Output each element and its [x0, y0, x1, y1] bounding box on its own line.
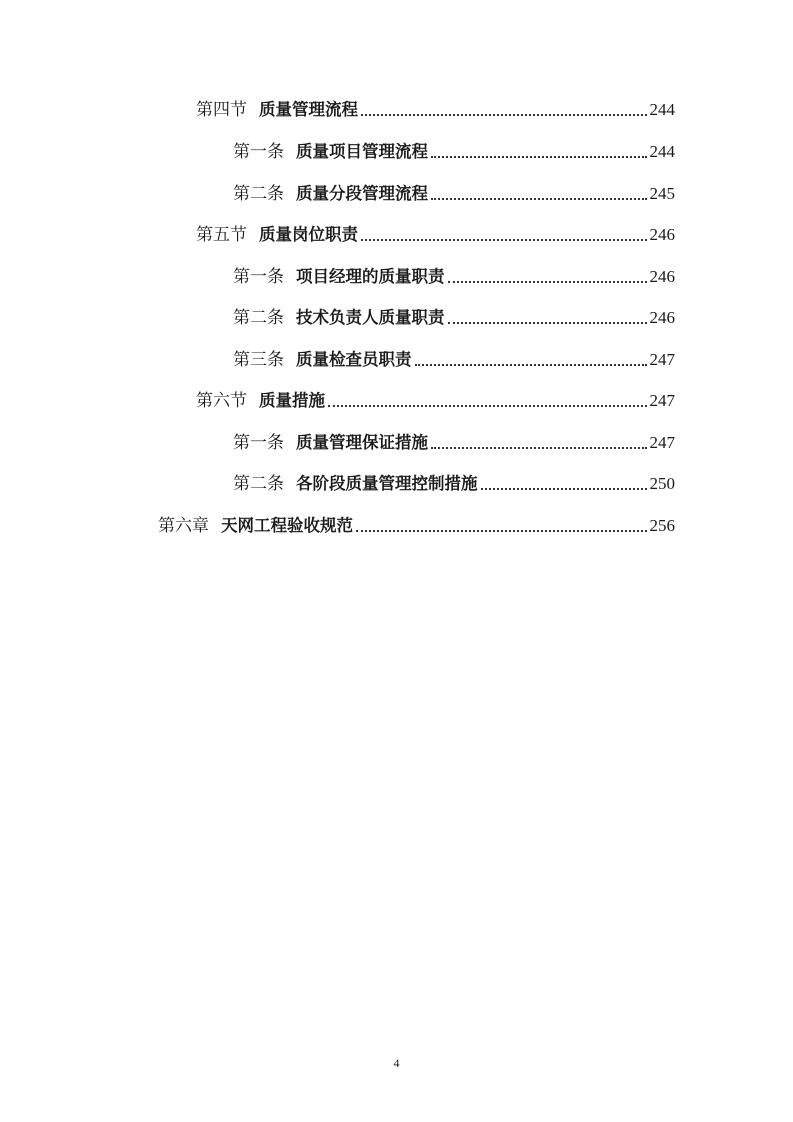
- toc-entry[interactable]: [233, 138, 675, 162]
- toc-leader-dots: [356, 529, 647, 532]
- toc-leader-dots: [361, 238, 647, 241]
- toc-entry-title: 质量管理流程: [259, 100, 358, 119]
- toc-leader-dots: [448, 280, 647, 283]
- toc-entry[interactable]: [196, 387, 675, 411]
- toc-entry-number: 第一条: [233, 267, 284, 287]
- toc-entry-number: 第二条: [233, 474, 284, 494]
- toc-entry[interactable]: [233, 470, 675, 494]
- toc-entry[interactable]: [233, 180, 675, 204]
- toc-leader-dots: [481, 487, 647, 490]
- toc-entry[interactable]: [233, 429, 675, 453]
- toc-entry-page: 247: [649, 433, 675, 452]
- toc-entry-page: 250: [649, 474, 675, 493]
- toc-entry[interactable]: [196, 221, 675, 245]
- toc-leader-dots: [431, 155, 647, 158]
- toc-entry-number: 第一条: [233, 142, 284, 162]
- toc-entry-page: 244: [649, 100, 675, 119]
- toc-entry-number: 第五节: [196, 225, 247, 245]
- toc-entry-number: 第六节: [196, 391, 247, 411]
- toc-entry-title: 项目经理的质量职责: [296, 267, 445, 286]
- toc-entry-page: 244: [649, 142, 675, 161]
- toc-entry-number: 第六章: [158, 516, 209, 536]
- toc-leader-dots: [448, 321, 647, 324]
- toc-leader-dots: [415, 363, 647, 366]
- toc-entry-page: 256: [649, 516, 675, 535]
- toc-entry[interactable]: [196, 96, 675, 120]
- toc-entry-number: 第四节: [196, 100, 247, 120]
- toc-entry-page: 246: [649, 267, 675, 286]
- toc-entry-title: 质量岗位职责: [259, 225, 358, 244]
- toc-entry-title: 质量项目管理流程: [296, 142, 428, 161]
- toc-entry-page: 246: [649, 225, 675, 244]
- toc-entry-number: 第一条: [233, 433, 284, 453]
- toc-leader-dots: [431, 446, 647, 449]
- toc-entry-number: 第二条: [233, 308, 284, 328]
- toc-entry-title: 各阶段质量管理控制措施: [296, 474, 478, 493]
- toc-entry-page: 246: [649, 308, 675, 327]
- toc-leader-dots: [361, 113, 647, 116]
- toc-entry-title: 质量管理保证措施: [296, 433, 428, 452]
- toc-leader-dots: [328, 404, 647, 407]
- toc-entry-title: 质量措施: [259, 391, 325, 410]
- toc-entry-number: 第三条: [233, 350, 284, 370]
- toc-entry[interactable]: [158, 512, 675, 536]
- toc-leader-dots: [431, 197, 647, 200]
- toc-entry-page: 247: [649, 350, 675, 369]
- toc-entry-title: 质量分段管理流程: [296, 184, 428, 203]
- toc-entry[interactable]: [233, 263, 675, 287]
- toc-entry-title: 天网工程验收规范: [221, 516, 353, 535]
- toc-entry-number: 第二条: [233, 184, 284, 204]
- toc-entry-title: 质量检查员职责: [296, 350, 412, 369]
- toc-entry[interactable]: [233, 304, 675, 328]
- toc-entry-page: 245: [649, 184, 675, 203]
- toc-entry-page: 247: [649, 391, 675, 410]
- toc-entry-title: 技术负责人质量职责: [296, 308, 445, 327]
- toc-entry[interactable]: [233, 346, 675, 370]
- page-number: 4: [393, 1056, 400, 1070]
